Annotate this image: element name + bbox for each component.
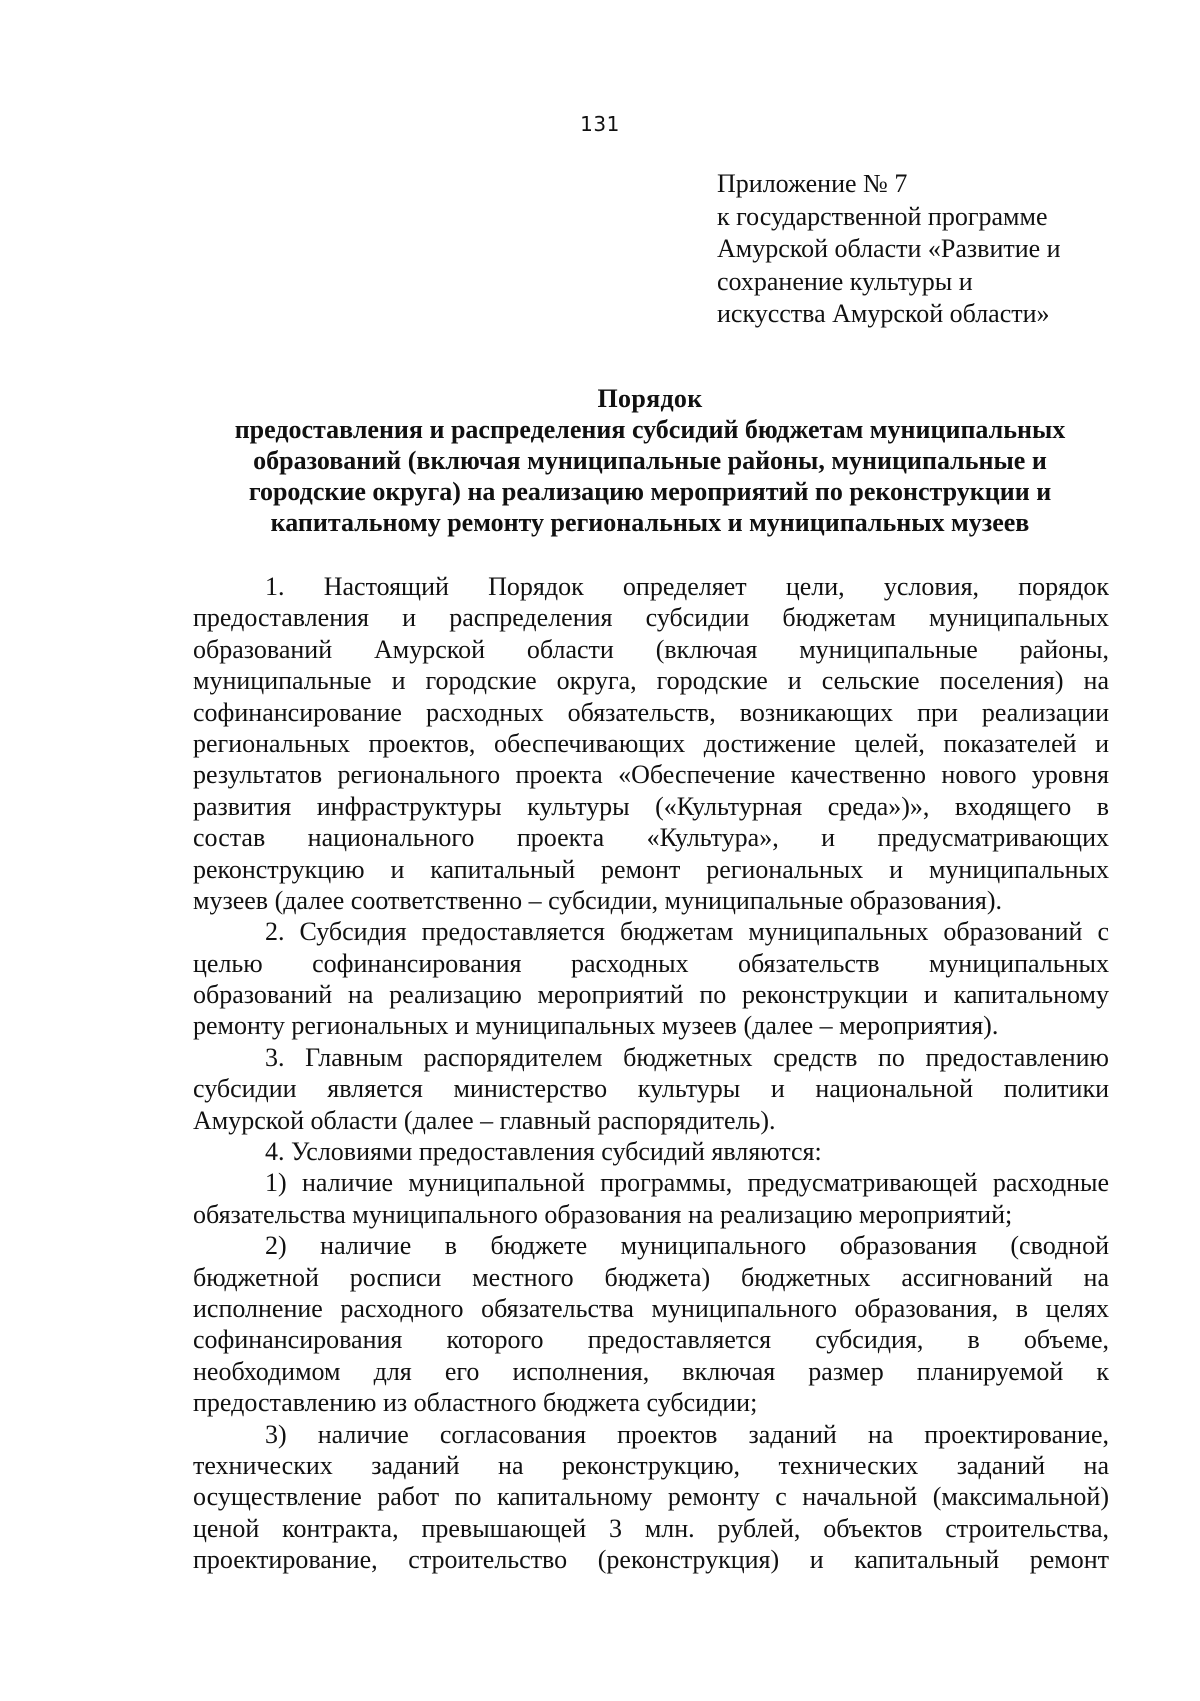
subtitle-line: городские округа) на реализацию мероприятий по реконструкции и <box>248 477 1052 506</box>
paragraph-1-line: образований Амурской области (включая муниципальные районы, <box>193 634 1109 664</box>
condition-2-line: софинансирования которого предоставляется субсидия, в объеме, <box>193 1325 1109 1355</box>
paragraph-1-line: 1. Настоящий Порядок определяет цели, условия, порядок <box>265 572 1109 601</box>
document-title <box>190 383 1110 538</box>
condition-3-line: технических заданий на реконструкцию, технических заданий на <box>193 1450 1109 1480</box>
condition-3-line: ценой контракта, превышающей 3 млн. рублей, объектов строительства, <box>193 1513 1109 1543</box>
appendix-line: сохранение культуры и <box>717 266 973 296</box>
paragraph-1-line: муниципальные и городские округа, городские и сельские поселения) на <box>193 666 1109 696</box>
title-subtitle <box>190 414 1110 538</box>
subtitle-line: образований (включая муниципальные районы, муниципальные и <box>253 446 1047 475</box>
condition-2-line: необходимом для его исполнения, включая размер планируемой к <box>193 1356 1109 1386</box>
appendix-note <box>717 168 1137 331</box>
paragraph-2-line: образований на реализацию мероприятий по реконструкции и капитальному <box>193 980 1109 1010</box>
paragraph-1-line: развития инфраструктуры культуры («Культурная среда»)», входящего в <box>193 791 1109 821</box>
paragraph-1-line: софинансирование расходных обязательств, возникающих при реализации <box>193 697 1109 727</box>
paragraph-3-line: 3. Главным распорядителем бюджетных средств по предоставлению <box>265 1042 1109 1072</box>
appendix-line: к государственной программе <box>717 201 1048 231</box>
condition-2-line: предоставлению из областного бюджета субсидии; <box>193 1388 758 1418</box>
condition-3-line: проектирование, строительство (реконструкция) и капитальный ремонт <box>193 1545 1109 1575</box>
paragraph-1-line: состав национального проекта «Культура», и предусматривающих <box>193 823 1109 853</box>
condition-1-line: 1) наличие муниципальной программы, предусматривающей расходные <box>265 1168 1109 1198</box>
paragraph-4-line: 4. Условиями предоставления субсидий являются: <box>265 1137 822 1167</box>
condition-2-line: бюджетной росписи местного бюджета) бюджетных ассигнований на <box>193 1262 1109 1292</box>
condition-1-line: обязательства муниципального образования на реализацию мероприятий; <box>193 1199 1013 1229</box>
condition-3-line: осуществление работ по капитальному ремонту с начальной (максимальной) <box>193 1482 1109 1512</box>
condition-2-line: 2) наличие в бюджете муниципального образования (сводной <box>265 1231 1109 1261</box>
paragraph-2-line: 2. Субсидия предоставляется бюджетам муниципальных образований с <box>265 917 1109 947</box>
appendix-line: Приложение № 7 <box>717 169 908 198</box>
document-body <box>193 571 1109 1576</box>
page-number: 131 <box>580 112 620 136</box>
paragraph-3-line: субсидии является министерство культуры и национальной политики <box>193 1074 1109 1104</box>
paragraph-1-line: результатов регионального проекта «Обеспечение качественно нового уровня <box>193 760 1109 790</box>
paragraph-1-line: музеев (далее соответственно – субсидии, муниципальные образования). <box>193 885 1003 915</box>
paragraph-3-line: Амурской области (далее – главный распорядитель). <box>193 1105 776 1135</box>
paragraph-2-line: целью софинансирования расходных обязательств муниципальных <box>193 948 1109 978</box>
paragraph-1-line: реконструкцию и капитальный ремонт региональных и муниципальных <box>193 854 1109 884</box>
appendix-line: искусства Амурской области» <box>717 299 1050 328</box>
paragraph-2-line: ремонту региональных и муниципальных музеев (далее – мероприятия). <box>193 1011 999 1041</box>
subtitle-line: предоставления и распределения субсидий бюджетам муниципальных <box>234 415 1066 444</box>
title-heading: Порядок <box>597 384 703 413</box>
paragraph-1-line: предоставления и распределения субсидии бюджетам муниципальных <box>193 603 1109 633</box>
condition-2-line: исполнение расходного обязательства муниципального образования, в целях <box>193 1293 1109 1323</box>
condition-3-line: 3) наличие согласования проектов заданий на проектирование, <box>265 1419 1109 1449</box>
subtitle-line: капитальному ремонту региональных и муниципальных музеев <box>270 508 1030 537</box>
paragraph-1-line: региональных проектов, обеспечивающих достижение целей, показателей и <box>193 728 1109 758</box>
appendix-line: Амурской области «Развитие и <box>717 234 1061 263</box>
